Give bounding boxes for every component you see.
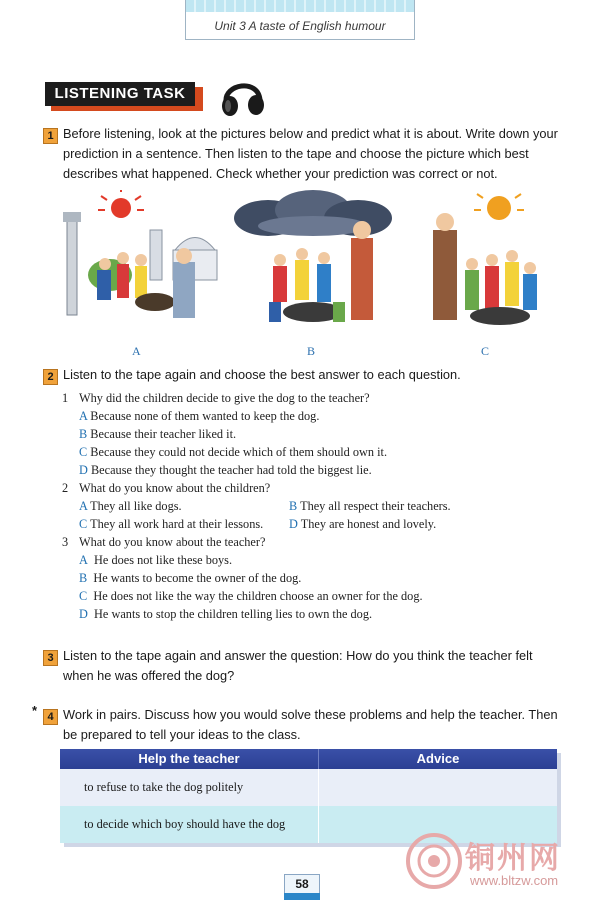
- watermark-url: www.bltzw.com: [470, 873, 559, 888]
- task-2-number: 2: [43, 369, 58, 385]
- q2-option-c: [79, 517, 263, 532]
- task-3-number: 3: [43, 650, 58, 666]
- watermark-seal-icon: [405, 832, 463, 890]
- q2-option-a: [79, 499, 182, 514]
- task-4-instructions: [63, 705, 563, 745]
- table-cell-task: to decide which boy should have the dog: [84, 817, 286, 831]
- option-letter: C: [79, 589, 88, 603]
- option-text: He wants to become the owner of the dog.: [93, 571, 302, 585]
- task-2-instruction: Listen to the tape again and choose the best answer to each question.: [63, 367, 461, 382]
- q3-option-c: [79, 589, 423, 604]
- picture-label-a: A: [132, 344, 141, 358]
- question-2-text: What do you know about the children?: [79, 481, 271, 495]
- q1-option-b: [79, 427, 236, 442]
- task-1-line: prediction in a sentence. Then listen to the tape and choose the picture which best: [63, 146, 529, 161]
- q1-option-a: [79, 409, 319, 424]
- q3-option-d: [79, 607, 372, 622]
- option-text: Because none of them wanted to keep the dog.: [90, 409, 320, 423]
- headphones-icon: [218, 76, 266, 118]
- section-title: LISTENING TASK: [45, 82, 195, 106]
- task-1-line: describes what happened. Check whether your prediction was correct or not.: [63, 166, 498, 181]
- task-3-instructions: [63, 646, 563, 686]
- task-4-line: be prepared to tell your ideas to the class.: [63, 727, 301, 742]
- option-text: They are honest and lovely.: [300, 517, 437, 531]
- section-banner: [45, 82, 203, 110]
- task-4-line: Work in pairs. Discuss how you would solve these problems and help the teacher. Then: [63, 707, 558, 722]
- q1-option-c: [79, 445, 387, 460]
- page-number-bar: [284, 893, 320, 900]
- option-letter: A: [79, 553, 88, 567]
- unit-title: Unit 3 A taste of English humour: [214, 19, 386, 33]
- task-1-number: 1: [43, 128, 58, 144]
- question-1-text: Why did the children decide to give the dog to the teacher?: [79, 391, 370, 405]
- table-cell-task: to refuse to take the dog politely: [84, 780, 244, 794]
- option-text: They all respect their teachers.: [300, 499, 451, 513]
- task-3-line: Listen to the tape again and answer the question: How do you think the teacher felt: [63, 648, 533, 663]
- picture-c-illustration: [425, 190, 555, 335]
- option-letter: C: [79, 445, 88, 459]
- task-4-number: 4: [43, 709, 58, 725]
- task-1-line: Before listening, look at the pictures below and predict what it is about. Write down your: [63, 126, 558, 141]
- picture-label-b: B: [307, 344, 316, 358]
- table-header: [60, 749, 557, 769]
- picture-a-illustration: [55, 190, 225, 335]
- header-advice: Advice: [318, 749, 557, 769]
- option-letter: D: [79, 607, 88, 621]
- task-3-line: when he was offered the dog?: [63, 668, 235, 683]
- option-letter: A: [79, 499, 88, 513]
- option-letter: D: [289, 517, 298, 531]
- task-1-instructions: [63, 124, 563, 184]
- table-row: [60, 769, 557, 806]
- page-number: 58: [284, 874, 320, 894]
- question-3-text: What do you know about the teacher?: [79, 535, 266, 549]
- q3-option-a: [79, 553, 232, 568]
- watermark-text: 铜州网: [465, 841, 561, 876]
- header-pattern: [186, 0, 414, 12]
- table-cell-advice[interactable]: [318, 769, 557, 806]
- option-text: He wants to stop the children telling lies to own the dog.: [94, 607, 373, 621]
- option-text: He does not like these boys.: [94, 553, 233, 567]
- question-1-number: 1: [62, 391, 69, 405]
- q2-option-d: [289, 517, 436, 532]
- option-text: He does not like the way the children choose an owner for the dog.: [93, 589, 423, 603]
- unit-header: [185, 0, 415, 40]
- option-letter: A: [79, 409, 88, 423]
- q2-option-b: [289, 499, 451, 514]
- option-text: Because they could not decide which of them should own it.: [90, 445, 388, 459]
- optional-star: *: [32, 703, 38, 718]
- option-letter: C: [79, 517, 88, 531]
- option-letter: B: [79, 427, 88, 441]
- option-text: They all work hard at their lessons.: [90, 517, 264, 531]
- picture-b-illustration: [233, 190, 395, 335]
- option-letter: D: [79, 463, 88, 477]
- q1-option-d: [79, 463, 372, 478]
- option-text: Because they thought the teacher had told the biggest lie.: [90, 463, 372, 477]
- option-letter: B: [79, 571, 88, 585]
- q3-option-b: [79, 571, 301, 586]
- option-letter: B: [289, 499, 298, 513]
- option-text: They all like dogs.: [90, 499, 182, 513]
- question-3-number: 3: [62, 535, 69, 549]
- question-2-number: 2: [62, 481, 69, 495]
- picture-label-c: C: [481, 344, 490, 358]
- header-help-the-teacher: Help the teacher: [138, 751, 240, 766]
- advice-table: [60, 749, 557, 843]
- option-text: Because their teacher liked it.: [90, 427, 237, 441]
